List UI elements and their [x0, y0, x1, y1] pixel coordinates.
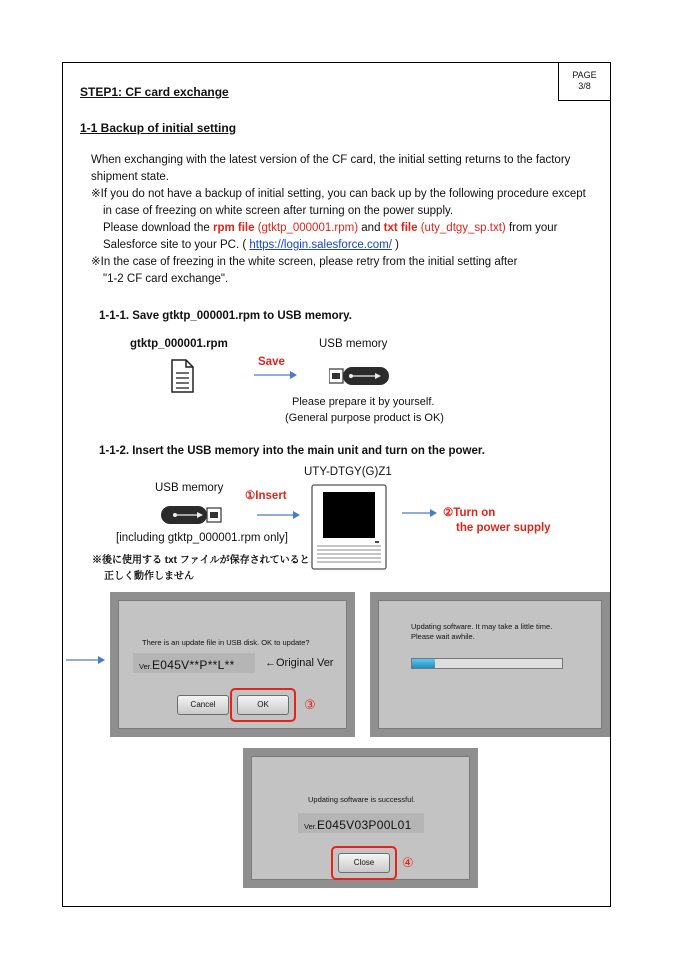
step-marker-4: ④ — [402, 855, 414, 870]
version-value: E045V**P**L** — [151, 658, 235, 672]
usb-memory-label: USB memory — [155, 482, 224, 494]
arrow-right-icon — [66, 655, 106, 665]
note-line: ※In the case of freezing in the white screen, please retry from the initial setting after — [91, 256, 518, 268]
txt-filename: (uty_dtgy_sp.txt) — [417, 222, 506, 234]
usb-memory-label: USB memory — [319, 338, 388, 350]
site-prefix: Salesforce site to your PC. ( — [103, 239, 250, 251]
prepare-note: Please prepare it by yourself. — [292, 396, 435, 408]
note-line: ※If you do not have a backup of initial setting, you can back up by the following procedure except — [91, 188, 586, 200]
controller-unit-icon — [311, 484, 387, 570]
progress-message: Please wait awhile. — [411, 632, 475, 641]
step-title: STEP1: CF card exchange — [80, 85, 229, 99]
rpm-file-label: gtktp_000001.rpm — [130, 338, 228, 350]
intro-line: shipment state. — [91, 171, 169, 183]
version-prefix: Ver. — [304, 822, 317, 831]
general-purpose-note: (General purpose product is OK) — [285, 412, 444, 424]
step-marker-3: ③ — [304, 697, 316, 712]
site-line — [91, 237, 586, 254]
insert-label: ①Insert — [245, 490, 287, 502]
progress-bar — [411, 658, 563, 669]
site-suffix: ) — [391, 239, 399, 251]
update-confirm-message: There is an update file in USB disk. OK to update? — [142, 638, 310, 647]
rpm-label: rpm file — [212, 222, 255, 234]
close-highlight — [331, 846, 397, 880]
original-version-note: ←Original Ver — [265, 657, 334, 669]
version-prefix: Ver. — [139, 662, 152, 671]
progress-dialog-frame — [370, 592, 610, 737]
download-suffix: from your — [505, 222, 558, 234]
progress-dialog — [378, 600, 602, 729]
note-line: "1-2 CF card exchange". — [103, 273, 229, 285]
turn-on-label: ②Turn on — [443, 507, 496, 519]
download-line — [91, 220, 586, 237]
usb-stick-icon — [329, 366, 391, 386]
version-value: E045V03P00L01 — [316, 818, 412, 832]
success-message: Updating software is successful. — [308, 795, 416, 804]
arrow-right-icon — [257, 510, 301, 520]
japanese-warning-line: ※後に使用する txt ファイルが保存されていると — [92, 555, 310, 566]
download-text: Please download the — [103, 222, 213, 234]
intro-line: When exchanging with the latest version of the CF card, the initial setting returns to the factory — [91, 154, 571, 166]
usb-stick-icon — [161, 505, 223, 525]
success-dialog — [251, 756, 470, 880]
section-title: 1-1 Backup of initial setting — [80, 121, 237, 135]
arrow-right-icon — [254, 370, 298, 380]
success-dialog-frame — [243, 748, 478, 888]
page-number: 3/8 — [578, 81, 591, 91]
rpm-filename: (gtktp_000001.rpm) — [254, 222, 359, 234]
page-label: PAGE — [572, 70, 597, 80]
step-111-title: 1-1-1. Save gtktp_000001.rpm to USB memory. — [99, 310, 352, 322]
arrow-right-icon — [402, 508, 438, 518]
close-button[interactable]: Close — [338, 853, 390, 873]
salesforce-link[interactable]: https://login.salesforce.com/ — [249, 239, 392, 251]
update-confirm-dialog-frame — [110, 592, 355, 737]
cancel-button[interactable]: Cancel — [177, 695, 229, 715]
ok-button[interactable]: OK — [237, 695, 289, 715]
ok-highlight — [230, 688, 296, 722]
progress-message: Updating software. It may take a little time. — [411, 622, 553, 631]
txt-label: txt file — [383, 222, 418, 234]
step-112-title: 1-1-2. Insert the USB memory into the main unit and turn on the power. — [99, 445, 485, 457]
intro-paragraph — [91, 152, 586, 288]
progress-fill — [412, 659, 435, 668]
japanese-warning-line: 正しく動作しません — [104, 571, 194, 582]
save-label: Save — [258, 356, 285, 368]
update-confirm-dialog — [118, 600, 347, 729]
version-readout — [139, 656, 235, 674]
version-readout — [304, 816, 412, 834]
unit-model-label: UTY-DTGY(G)Z1 — [304, 466, 392, 478]
page-number-box — [558, 62, 611, 101]
including-note: [including gtktp_000001.rpm only] — [116, 532, 288, 544]
document-icon — [166, 358, 196, 394]
power-supply-label: the power supply — [456, 522, 551, 534]
and-text: and — [358, 222, 384, 234]
note-line: in case of freezing on white screen after turning on the power supply. — [103, 205, 454, 217]
